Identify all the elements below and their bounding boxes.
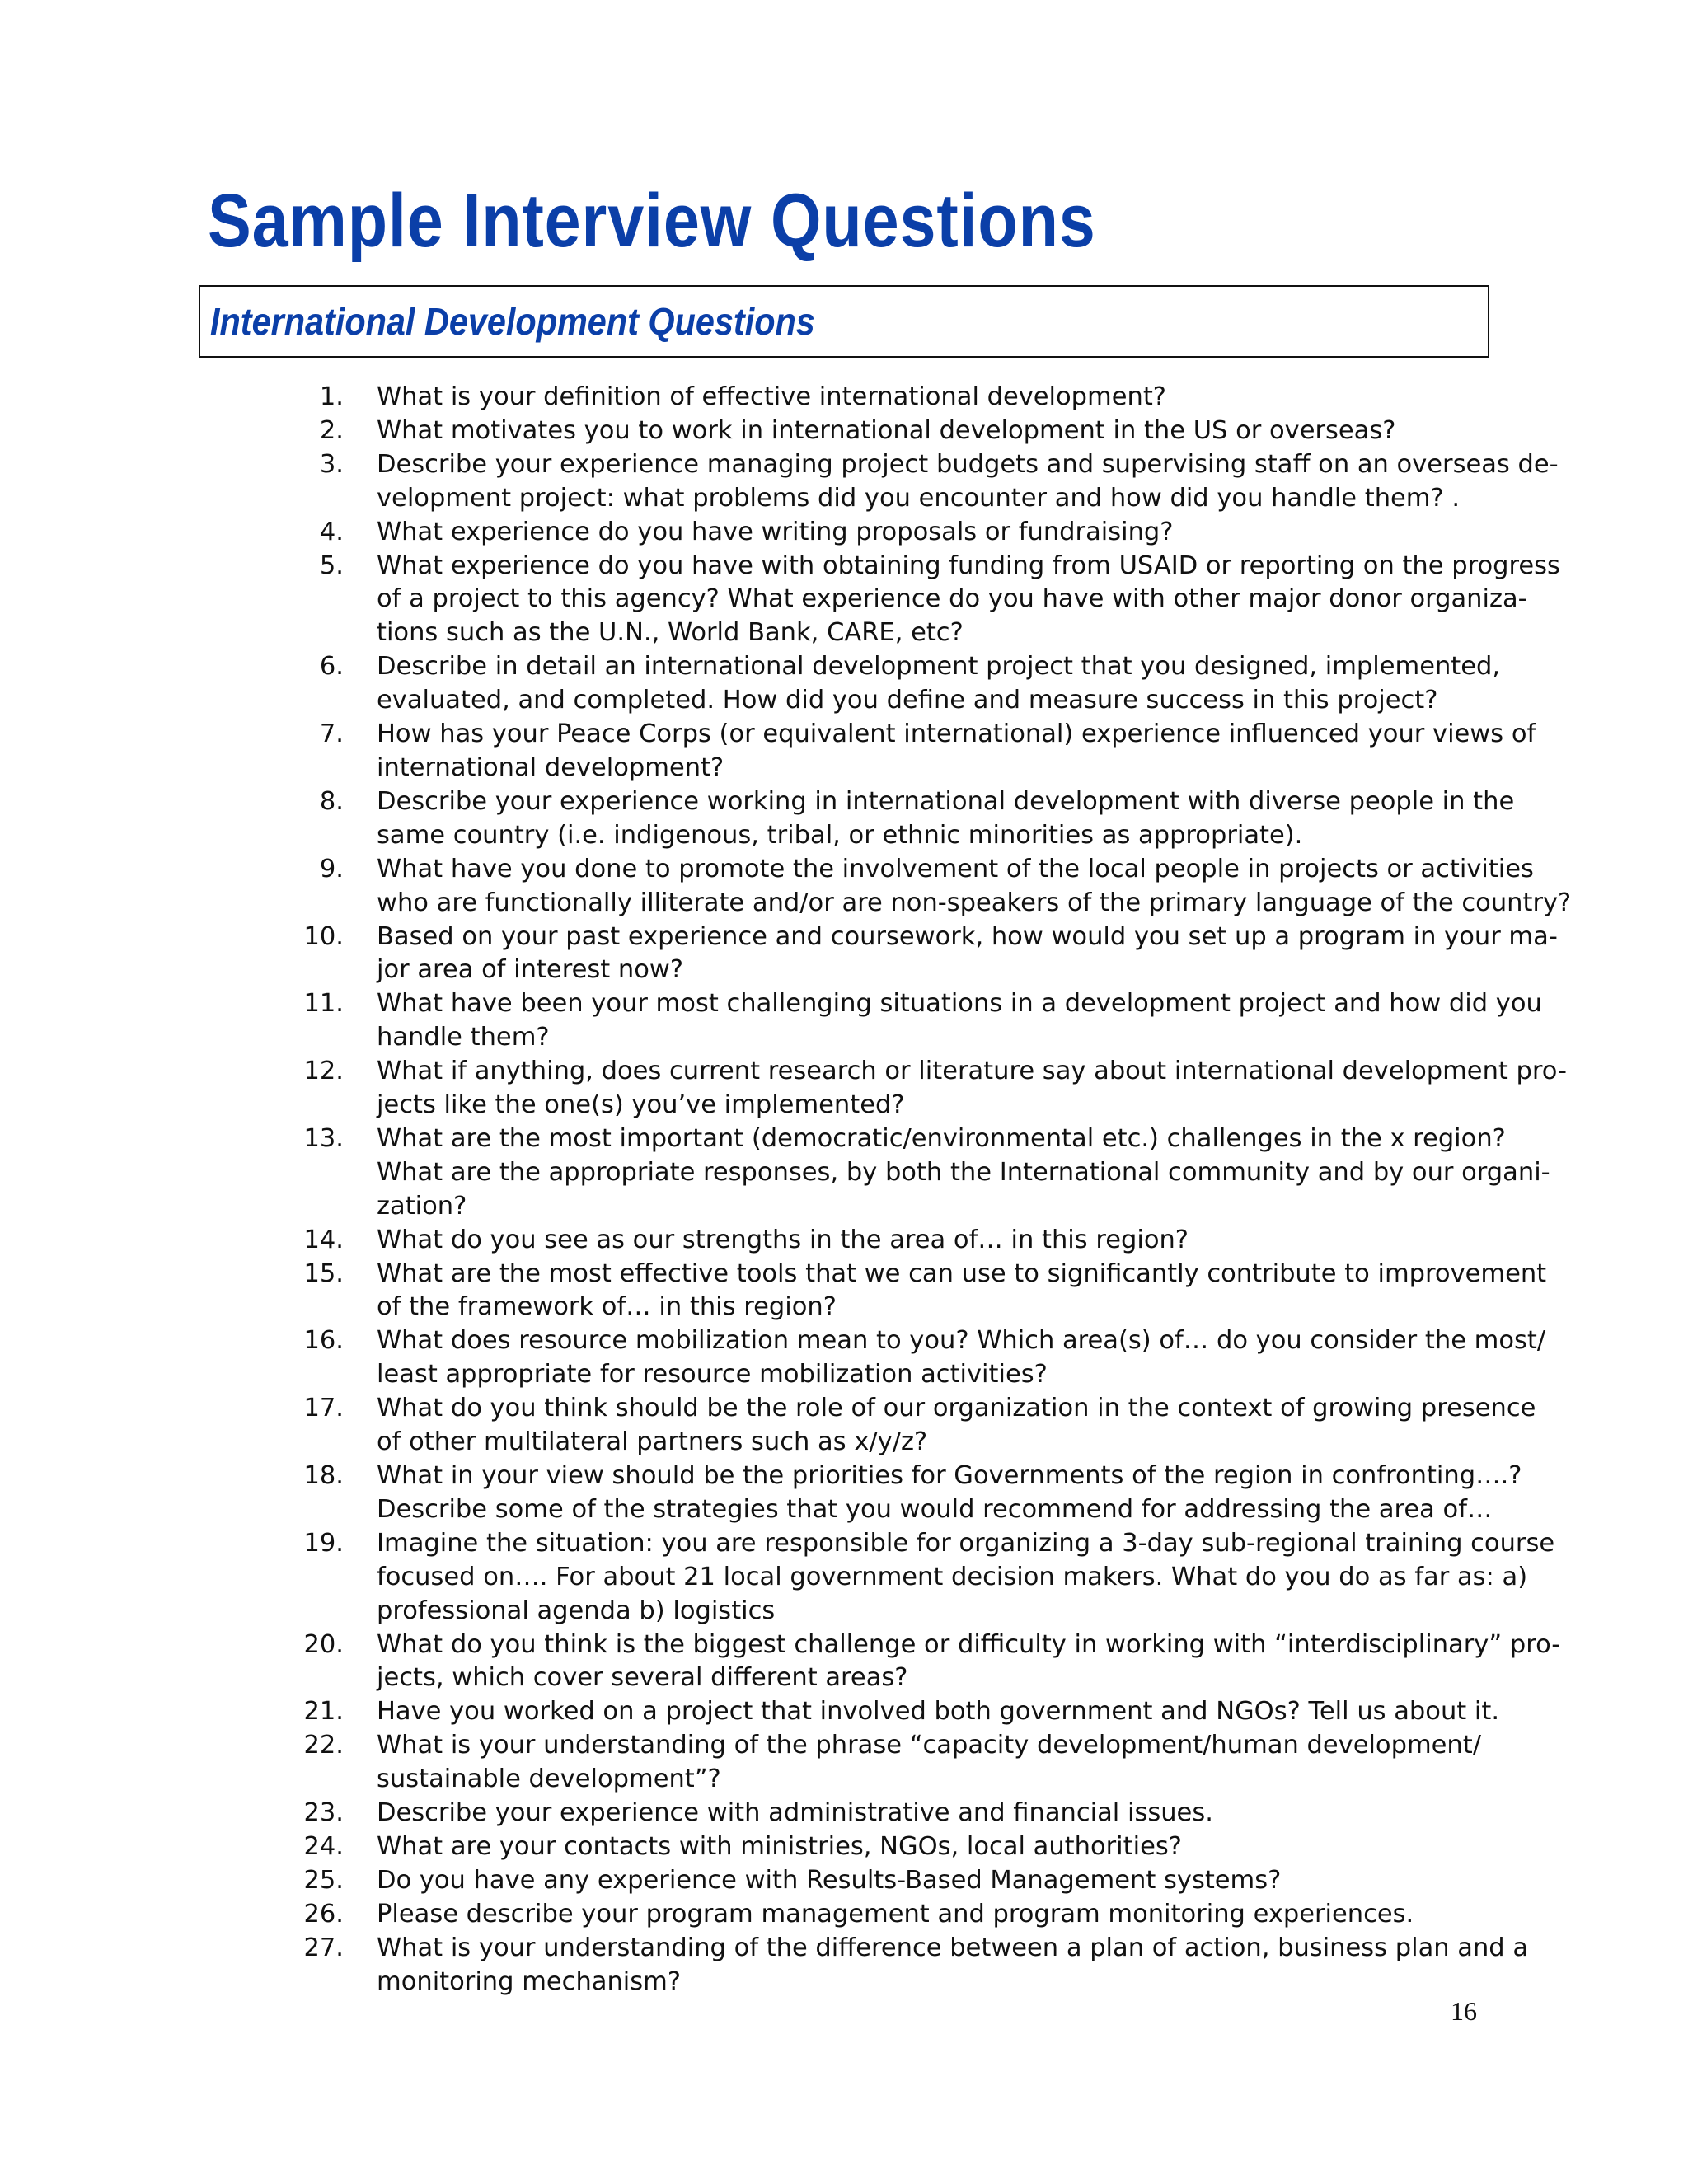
question-line: What experience do you have with obtaining funding from USAID or reporting on the progress [377,551,1560,580]
question-line: of the framework of… in this region? [377,1292,837,1322]
question-item [280,1695,1500,1729]
question-number: 6. [319,652,344,682]
question-text [377,853,1572,921]
question-text [377,1797,1467,1830]
question-item [280,1629,1561,1696]
question-text [377,1527,1555,1629]
question-item [280,785,1515,853]
question-number: 15. [303,1258,344,1288]
question-line: What do you think is the biggest challenge or difficulty in working with “interdisciplinary” pro- [377,1629,1561,1659]
question-item [280,1797,1467,1830]
question-number: 26. [303,1899,344,1929]
question-number: 3. [319,449,344,479]
question-line: jor area of interest now? [377,955,684,985]
question-number: 25. [303,1865,344,1895]
question-text [377,1258,1547,1325]
question-number: 7. [319,719,344,749]
question-number: 27. [303,1933,344,1962]
question-item [280,516,1467,550]
question-line: What do you think should be the role of our organization in the context of growing presence [377,1394,1536,1423]
question-line: sustainable development”? [377,1765,721,1794]
question-item [280,650,1501,718]
question-number: 20. [303,1629,344,1659]
question-line: What are your contacts with ministries, NGOs, local authorities? [377,1831,1182,1861]
question-text [377,550,1560,651]
question-item [280,1898,1467,1932]
question-item [280,550,1560,651]
question-line: velopment project: what problems did you encounter and how did you handle them? . [377,483,1461,513]
question-line: jects like the one(s) you’ve implemented? [377,1090,905,1120]
question-line: How has your Peace Corps (or equivalent international) experience influenced your views of [377,719,1536,749]
page-title: Sample Interview Questions [208,179,1096,263]
question-item [280,1460,1522,1527]
question-text [377,921,1558,988]
question-line: What in your view should be the priorities for Governments of the region in confronting….? [377,1461,1522,1490]
question-line: jects, which cover several different areas? [377,1663,908,1693]
question-line: What experience do you have writing proposals or fundraising? [377,517,1174,546]
question-number: 2. [319,415,344,445]
question-number: 12. [303,1057,344,1086]
question-text [377,1629,1561,1696]
question-number: 14. [303,1225,344,1254]
question-line: What is your definition of effective international development? [377,382,1166,411]
question-item [280,853,1572,921]
question-number: 1. [319,382,344,411]
question-item [280,1864,1467,1898]
question-line: What is your understanding of the difference between a plan of action, business plan and a [377,1933,1529,1962]
question-line: professional agenda b) logistics [377,1596,776,1625]
question-item [280,381,1467,415]
question-item [280,1729,1481,1797]
question-line: handle them? [377,1023,550,1052]
question-line: focused on…. For about 21 local government decision makers. What do you do as far as: a) [377,1562,1528,1591]
question-item [280,1527,1555,1629]
question-line: of other multilateral partners such as x/y/z? [377,1427,928,1457]
question-number: 18. [303,1461,344,1490]
question-number: 21. [303,1697,344,1727]
question-item [280,1830,1467,1864]
question-text [377,718,1536,785]
question-number: 24. [303,1831,344,1861]
section-heading-box [199,285,1489,358]
question-line: What do you see as our strengths in the area of… in this region? [377,1225,1189,1254]
question-text [377,448,1559,516]
question-line: What are the most important (democratic/environmental etc.) challenges in the x region? [377,1123,1506,1153]
question-line: What does resource mobilization mean to you? Which area(s) of… do you consider the most/ [377,1326,1546,1356]
question-text [377,1898,1467,1932]
question-line: of a project to this agency? What experience do you have with other major donor organiza- [377,584,1527,614]
question-line: Based on your past experience and coursework, how would you set up a program in your ma- [377,921,1558,951]
question-line: What have you done to promote the involvement of the local people in projects or activities [377,854,1534,883]
question-item [280,448,1559,516]
question-number: 10. [303,921,344,951]
question-item [280,1224,1467,1258]
question-item [280,987,1542,1055]
question-line: who are functionally illiterate and/or are non-speakers of the primary language of the country? [377,888,1572,917]
question-item [280,1324,1546,1392]
question-text [377,1324,1546,1392]
question-line: zation? [377,1191,467,1221]
question-line: Describe some of the strategies that you would recommend for addressing the area of… [377,1494,1493,1524]
question-number: 23. [303,1798,344,1828]
question-number: 8. [319,786,344,816]
question-item [280,1932,1529,1999]
question-text [377,516,1467,550]
question-text [377,1729,1481,1797]
page-number: 16 [1451,1996,1477,2026]
question-number: 17. [303,1394,344,1423]
question-item [280,718,1536,785]
question-line: What are the appropriate responses, by both the International community and by our organi- [377,1157,1550,1187]
question-line: Describe your experience working in international development with diverse people in the [377,786,1515,816]
question-line: What are the most effective tools that we can use to significantly contribute to improvement [377,1258,1547,1288]
question-number: 19. [303,1528,344,1558]
question-text [377,1224,1467,1258]
question-number: 4. [319,517,344,546]
question-number: 16. [303,1326,344,1356]
question-text [377,650,1501,718]
question-text [377,381,1467,415]
question-text [377,785,1515,853]
question-line: Imagine the situation: you are responsible for organizing a 3-day sub-regional training course [377,1528,1555,1558]
question-text [377,1864,1467,1898]
question-line: What is your understanding of the phrase “capacity development/human development/ [377,1731,1481,1760]
question-line: Please describe your program management and program monitoring experiences. [377,1899,1414,1929]
question-text [377,415,1467,448]
question-line: What if anything, does current research or literature say about international development pro- [377,1057,1568,1086]
question-line: What motivates you to work in international development in the US or overseas? [377,415,1396,445]
question-line: Describe your experience with administrative and financial issues. [377,1798,1213,1828]
question-item [280,921,1558,988]
question-number: 5. [319,551,344,580]
question-line: tions such as the U.N., World Bank, CARE, etc? [377,618,964,648]
question-line: Do you have any experience with Results-Based Management systems? [377,1865,1282,1895]
question-number: 11. [303,989,344,1019]
question-text [377,1055,1568,1122]
question-line: monitoring mechanism? [377,1966,682,1996]
question-item [280,415,1467,448]
question-text [377,1392,1536,1460]
question-line: evaluated, and completed. How did you define and measure success in this project? [377,686,1438,715]
question-line: Describe in detail an international development project that you designed, implemented, [377,652,1501,682]
question-text [377,1932,1529,1999]
question-item [280,1055,1568,1122]
question-line: same country (i.e. indigenous, tribal, or ethnic minorities as appropriate). [377,820,1303,850]
question-number: 9. [319,854,344,883]
question-text [377,1830,1467,1864]
question-number: 13. [303,1123,344,1153]
question-item [280,1392,1536,1460]
question-item [280,1122,1550,1224]
question-line: least appropriate for resource mobilization activities? [377,1360,1048,1390]
question-number: 22. [303,1731,344,1760]
question-text [377,1460,1522,1527]
question-text [377,987,1542,1055]
question-line: Have you worked on a project that involved both government and NGOs? Tell us about it. [377,1697,1500,1727]
question-line: international development? [377,752,724,782]
question-line: Describe your experience managing project budgets and supervising staff on an overseas de- [377,449,1559,479]
question-text [377,1122,1550,1224]
question-item [280,1258,1547,1325]
section-heading: International Development Questions [210,300,815,343]
question-list [280,381,1572,1999]
question-line: What have been your most challenging situations in a development project and how did you [377,989,1542,1019]
question-text [377,1695,1500,1729]
